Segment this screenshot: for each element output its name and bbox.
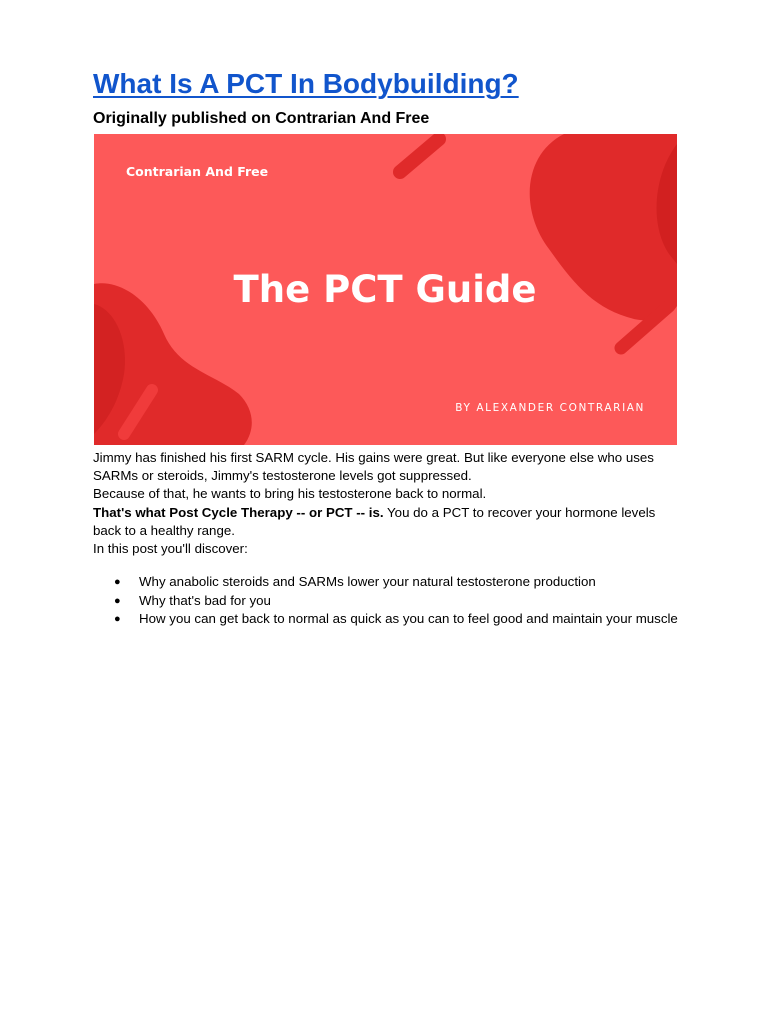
paragraph-bold-text: That's what Post Cycle Therapy -- or PCT -- is.: [93, 504, 384, 520]
paragraph: Jimmy has finished his first SARM cycle. His gains were great. But like everyone else who uses SARMs or steroids, Jimmy's testosterone levels got suppressed.: [93, 450, 654, 484]
paragraph: [93, 504, 678, 540]
banner-headline: The PCT Guide: [233, 268, 537, 311]
paragraph: In this post you'll discover:: [93, 541, 248, 557]
list-item-text: Why that's bad for you: [139, 592, 271, 608]
page-subtitle: Originally published on Contrarian And Free: [93, 110, 430, 127]
paragraph-text: You do a PCT to recover your hormone levels back to a healthy range.: [93, 504, 656, 538]
list-item: [93, 610, 678, 629]
list-item: [93, 573, 678, 592]
bullet-icon: ●: [114, 613, 121, 626]
banner-brand: Contrarian And Free: [126, 164, 269, 179]
page-title-link[interactable]: What Is A PCT In Bodybuilding?: [93, 68, 519, 99]
bullet-icon: ●: [114, 576, 121, 588]
article-body: [93, 449, 678, 558]
list-item-text: Why anabolic steroids and SARMs lower your natural testosterone production: [139, 574, 596, 589]
bullet-list: [93, 573, 678, 629]
banner-image: [94, 134, 677, 445]
list-item: [93, 592, 678, 611]
bullet-icon: ●: [114, 594, 121, 607]
paragraph: Because of that, he wants to bring his testosterone back to normal.: [93, 486, 487, 502]
list-item-text: How you can get back to normal as quick as you can to feel good and maintain your muscle: [139, 611, 678, 627]
banner-byline: BY ALEXANDER CONTRARIAN: [455, 402, 645, 414]
